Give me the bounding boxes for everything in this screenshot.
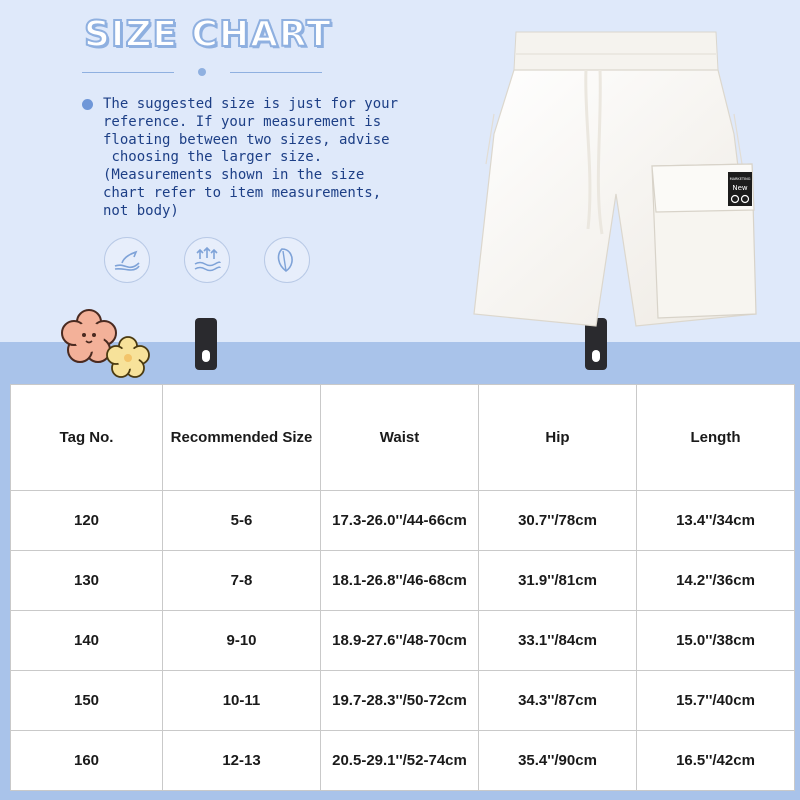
header-waist: Waist: [321, 385, 479, 491]
page-title: SIZE CHART: [84, 14, 332, 55]
cell-waist: 18.9-27.6''/48-70cm: [321, 611, 479, 671]
feather-icon: [264, 237, 310, 283]
cell-length: 15.0''/38cm: [637, 611, 795, 671]
cell-waist: 20.5-29.1''/52-74cm: [321, 731, 479, 791]
soft-hand-icon: [104, 237, 150, 283]
table-row: [11, 671, 795, 731]
cell-hip: 34.3''/87cm: [479, 671, 637, 731]
note-bullet: [82, 99, 93, 110]
table-row: [11, 611, 795, 671]
label-small-text: MARKETING: [729, 177, 751, 181]
cell-recommended-size: 7-8: [163, 551, 321, 611]
divider-left: [82, 72, 174, 73]
cell-recommended-size: 10-11: [163, 671, 321, 731]
cell-hip: 30.7''/78cm: [479, 491, 637, 551]
cell-tag-no: 120: [11, 491, 163, 551]
header-length: Length: [637, 385, 795, 491]
cell-length: 13.4''/34cm: [637, 491, 795, 551]
cell-recommended-size: 9-10: [163, 611, 321, 671]
cell-hip: 31.9''/81cm: [479, 551, 637, 611]
cell-tag-no: 130: [11, 551, 163, 611]
cell-waist: 17.3-26.0''/44-66cm: [321, 491, 479, 551]
cell-waist: 18.1-26.8''/46-68cm: [321, 551, 479, 611]
cell-length: 14.2''/36cm: [637, 551, 795, 611]
cell-hip: 33.1''/84cm: [479, 611, 637, 671]
table-row: [11, 731, 795, 791]
size-note: The suggested size is just for your reference. If your measurement is floating between two sizes, advise choosing the larger size. (Measurements shown in the size chart refer to item measurements, not body): [103, 96, 399, 219]
cell-length: 16.5''/42cm: [637, 731, 795, 791]
cell-waist: 19.7-28.3''/50-72cm: [321, 671, 479, 731]
header-tag-no: Tag No.: [11, 385, 163, 491]
cell-hip: 35.4''/90cm: [479, 731, 637, 791]
size-table: [10, 384, 794, 790]
flower-yellow-icon: [105, 336, 151, 378]
table-header-row: [11, 385, 795, 491]
cell-tag-no: 160: [11, 731, 163, 791]
label-new-text: New: [732, 184, 748, 192]
tag-clip-left: [195, 318, 217, 370]
product-shorts-image: [466, 14, 766, 334]
table-row: [11, 491, 795, 551]
header-hip: Hip: [479, 385, 637, 491]
table-row: [11, 551, 795, 611]
header-recommended-size: Recommended Size: [163, 385, 321, 491]
cell-recommended-size: 12-13: [163, 731, 321, 791]
cell-tag-no: 140: [11, 611, 163, 671]
divider-dot: [198, 68, 206, 76]
breathable-icon: [184, 237, 230, 283]
cell-recommended-size: 5-6: [163, 491, 321, 551]
cell-tag-no: 150: [11, 671, 163, 731]
divider-right: [230, 72, 322, 73]
cell-length: 15.7''/40cm: [637, 671, 795, 731]
